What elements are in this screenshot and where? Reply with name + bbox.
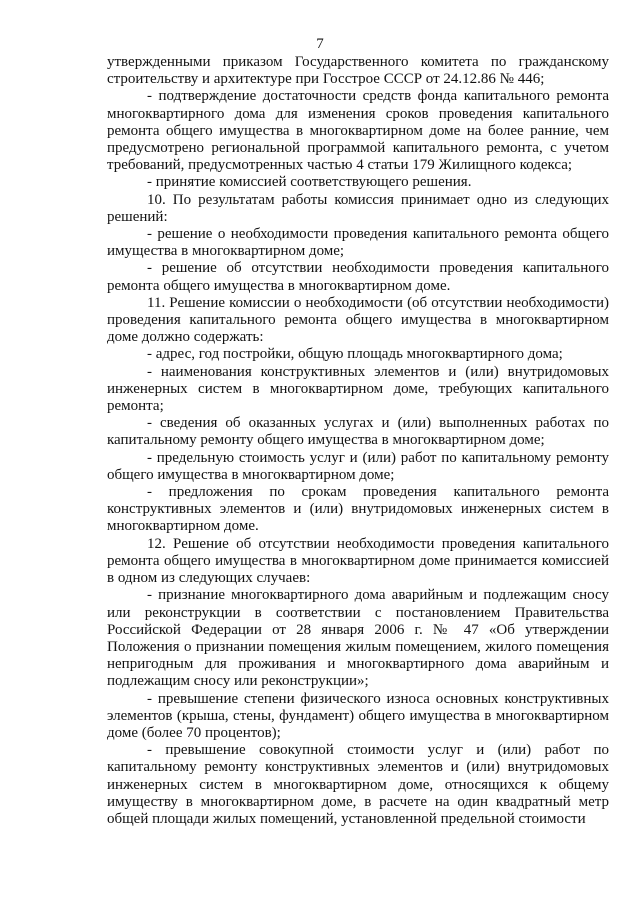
page-number: 7 [316,36,324,52]
paragraph: - наименования конструктивных элементов и (или) внутридомовых инженерных систем в многоквартирном доме, требующих капитального ремонта; [107,363,609,415]
paragraph: - признание многоквартирного дома аварийным и подлежащим сносу или реконструкции в соответствии с постановлением Правительства Российской Федерации от 28 января 2006 г. № 47 «Об утверждении Положения о признании помещения жилым помещением, жилого помещения непригодным для проживания и многоквартирного дома аварийным и подлежащим сносу или реконструкции»; [107,587,609,690]
paragraph: - адрес, год постройки, общую площадь многоквартирного дома; [147,346,563,363]
paragraph: - решение о необходимости проведения капитального ремонта общего имущества в многоквартирном доме; [107,226,609,260]
paragraph: - предельную стоимость услуг и (или) работ по капитальному ремонту общего имущества в многоквартирном доме; [107,449,609,483]
paragraph: утвержденными приказом Государственного комитета по гражданскому строительству и архитектуре при Госстрое СССР от 24.12.86 № 446; [107,54,609,88]
paragraph: - подтверждение достаточности средств фонда капитального ремонта многоквартирного дома для изменения сроков проведения капитального ремонта общего имущества в многоквартирном доме на более ранние, чем предусмотрено региональной программой капитального ремонта, с учетом требований, предусмотренных частью 4 статьи 179 Жилищного кодекса; [107,88,609,174]
paragraph: 10. По результатам работы комиссия принимает одно из следующих решений: [107,191,609,225]
paragraph: - превышение степени физического износа основных конструктивных элементов (крыша, стены, фундамент) общего имущества в многоквартирном доме (более 70 процентов); [107,690,609,741]
paragraph: - превышение совокупной стоимости услуг и (или) работ по капитальному ремонту конструктивных элементов и (или) внутридомовых инженерных систем в многоквартирном доме, относящихся к общему имуществу в многоквартирном доме, в расчете на один квадратный метр общей площади жилых помещений, установленной предельной стоимости [107,742,609,827]
paragraph: - решение об отсутствии необходимости проведения капитального ремонта общего имущества в многоквартирном доме. [107,260,609,294]
paragraph: - принятие комиссией соответствующего решения. [147,174,472,191]
paragraph: - сведения об оказанных услугах и (или) выполненных работах по капитальному ремонту общего имущества в многоквартирном доме; [107,415,609,449]
paragraph: 11. Решение комиссии о необходимости (об отсутствии необходимости) проведения капитального ремонта общего имущества в многоквартирном доме должно содержать: [107,294,609,346]
paragraph: - предложения по срокам проведения капитального ремонта конструктивных элементов и (или) внутридомовых инженерных систем в многоквартирном доме. [107,484,609,535]
document-body [107,54,609,828]
paragraph: 12. Решение об отсутствии необходимости проведения капитального ремонта общего имущества в многоквартирном доме принимается комиссией в одном из следующих случаев: [107,535,609,587]
